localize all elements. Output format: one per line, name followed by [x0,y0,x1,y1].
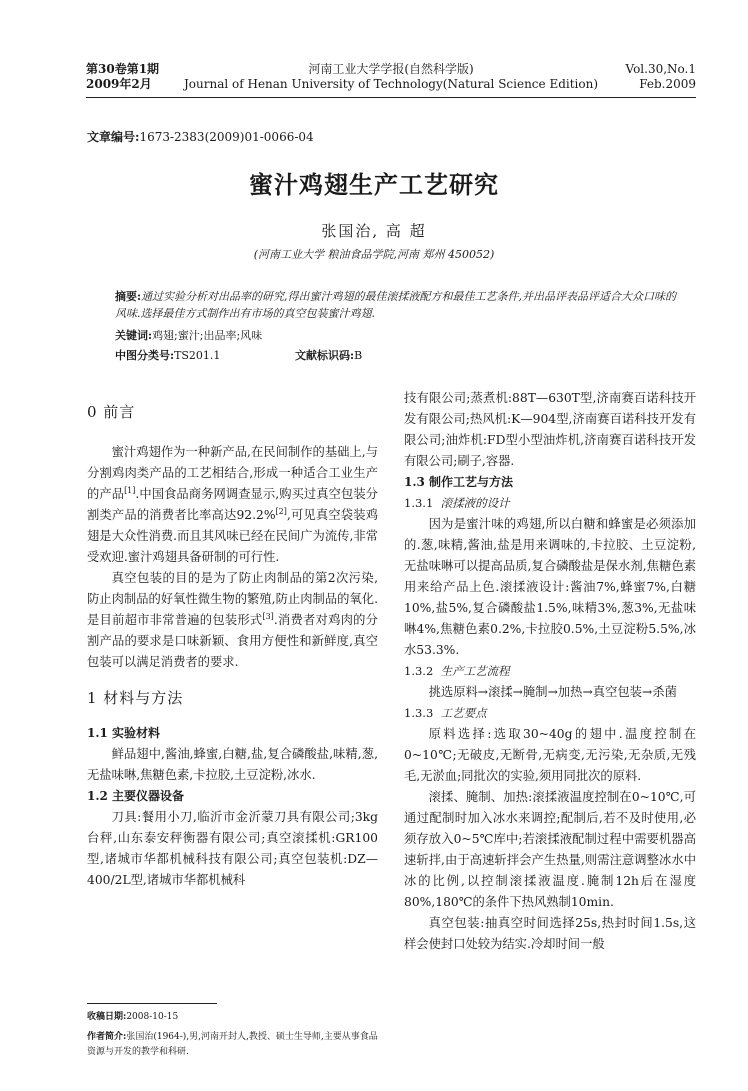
header-rule [86,97,696,98]
header-right [626,62,697,92]
header-center [86,62,696,92]
paragraph: 滚揉、腌制、加热:滚揉液温度控制在0~10℃,可通过配制时加入冰水来调控;配制后,若不及时使用,必须存放入0~5℃库中;若滚揉液配制过程中需要机器高速斩拌,由于高速斩拌会产生热量,则需注意调整冰水中冰的比例,以控制滚揉液温度.腌制12h后在湿度80%,180℃的条件下热风熟制10min. [404,790,696,909]
paragraph: 蜜汁鸡翅作为一种新产品,在民间制作的基础上,与分割鸡肉类产品的工艺相结合,形成一种适合工业生产的产品[1].中国食品商务网调查显示,购买过真空包装分割类产品的消费者比率高达92.2%[2],可见真空袋装鸡翅是大众性消费.而且其风味已经在民间广为流传,非常受欢迎.蜜汁鸡翅具备研制的可行性. [87,445,378,564]
date-en: Feb.2009 [639,77,696,91]
paragraph: 真空包装的目的是为了防止肉制品的第2次污染,防止肉制品的好氧性微生物的繁殖,防止肉制品的氧化.是目前超市非常普遍的包装形式[3].消费者对鸡肉的分割产品的要求是口味新颖、食用方便性和新鲜度,真空包装可以满足消费者的要求. [87,571,378,669]
classification [115,347,415,363]
paragraph: 刀具:餐用小刀,临沂市金沂蒙刀具有限公司;3kg台秤,山东泰安秤衡器有限公司;真空滚揉机:GR100型,诸城市华都机械科技有限公司;真空包装机:DZ—400/2L型,诸城市华都机械科 [87,810,378,887]
doc-code [295,347,362,363]
subsection-heading: 1.3 制作工艺与方法 [404,475,514,489]
subsubsection-heading: 1.3.1 滚揉液的设计 [404,496,510,510]
footnote-rule [87,1003,217,1004]
left-column [87,402,378,891]
doc-code-label: 文献标识码: [295,349,355,362]
section-heading-methods: 1 材料与方法 [87,689,184,707]
keywords-label: 关键词: [115,329,153,342]
article-number-label: 文章编号: [87,130,140,144]
article-number [87,128,314,145]
subsection-heading: 1.2 主要仪器设备 [87,789,185,803]
paragraph: 鲜品翅中,酱油,蜂蜜,白糖,盐,复合磷酸盐,味精,葱,无盐味啉,焦糖色素,卡拉胶,土豆淀粉,冰水. [87,747,378,782]
abstract-text: 通过实验分析对出品率的研究,得出蜜汁鸡翅的最佳滚揉液配方和最佳工艺条件,并出品评表品评适合大众口味的风味.选择最佳方式制作出有市场的真空包装蜜汁鸡翅. [115,290,677,320]
footnote-author: 作者简介:张国治(1964-),男,河南开封人,教授、硕士生导师,主要从事食品资源与开发的教学和科研. [87,1032,378,1057]
keywords [115,327,262,343]
abstract [115,288,680,322]
volume-cn: 第30卷第1期 [86,62,160,76]
footnote-received: 收稿日期:2008-10-15 [87,1012,179,1022]
running-header [86,60,696,94]
volume-en: Vol.30,No.1 [625,62,696,76]
paragraph: 真空包装:抽真空时间选择25s,热封时间1.5s,这样会使封口处较为结实.冷却时间一般 [404,916,696,951]
doc-code-value: B [354,349,363,362]
right-column [404,388,696,955]
citation: [2] [275,506,287,516]
journal-cn: 河南工业大学学报(自然科学版) [308,62,474,76]
paper-title: 蜜汁鸡翅生产工艺研究 [249,170,499,199]
paragraph: 原料选择:选取30~40g的翅中.温度控制在0~10℃;无破皮,无断骨,无病变,无污染,无杂质,无残毛,无淤血;同批次的实验,须用同批次的原料. [404,727,696,783]
journal-en: Journal of Henan University of Technology(Natural Science Edition) [183,77,599,91]
keywords-text: 鸡翅;蜜汁;出品率;风味 [152,329,263,342]
clc-label: 中图分类号: [115,349,175,362]
clc-value: TS201.1 [174,349,221,362]
paragraph: 因为是蜜汁味的鸡翅,所以白糖和蜂蜜是必须添加的.葱,味精,酱油,盐是用来调味的,卡拉胶、土豆淀粉,无盐味啉可以提高品质,复合磷酸盐是保水剂,焦糖色素用来给产品上色.滚揉液设计:酱油7%,蜂蜜7%,白糖10%,盐5%,复合磷酸盐1.5%,味精3%,葱3%,无盐味啉4%,焦糖色素0.2%,卡拉胶0.5%,土豆淀粉5.5%,冰水53.3%. [404,517,696,657]
citation: [3] [262,611,274,621]
paragraph: 技有限公司;蒸煮机:88T—630T型,济南赛百诺科技开发有限公司;热风机:K—904型,济南赛百诺科技开发有限公司;油炸机:FD型小型油炸机,济南赛百诺科技开发有限公司;刷子,容器. [404,391,696,468]
subsubsection-heading: 1.3.3 工艺要点 [404,706,487,720]
article-number-value: 1673-2383(2009)01-0066-04 [139,130,314,144]
subsubsection-heading: 1.3.2 生产工艺流程 [404,664,510,678]
section-heading-intro: 0 前言 [87,403,136,421]
abstract-label: 摘要: [115,290,142,303]
affiliation: (河南工业大学 粮油食品学院,河南 郑州 450052) [253,248,495,261]
process-flow: 挑选原料→滚揉→腌制→加热→真空包装→杀菌 [428,685,677,699]
citation: [1] [124,485,136,495]
subsection-heading: 1.1 实验材料 [87,726,161,740]
authors: 张国治, 高 超 [321,222,427,240]
date-cn: 2009年2月 [86,77,152,91]
